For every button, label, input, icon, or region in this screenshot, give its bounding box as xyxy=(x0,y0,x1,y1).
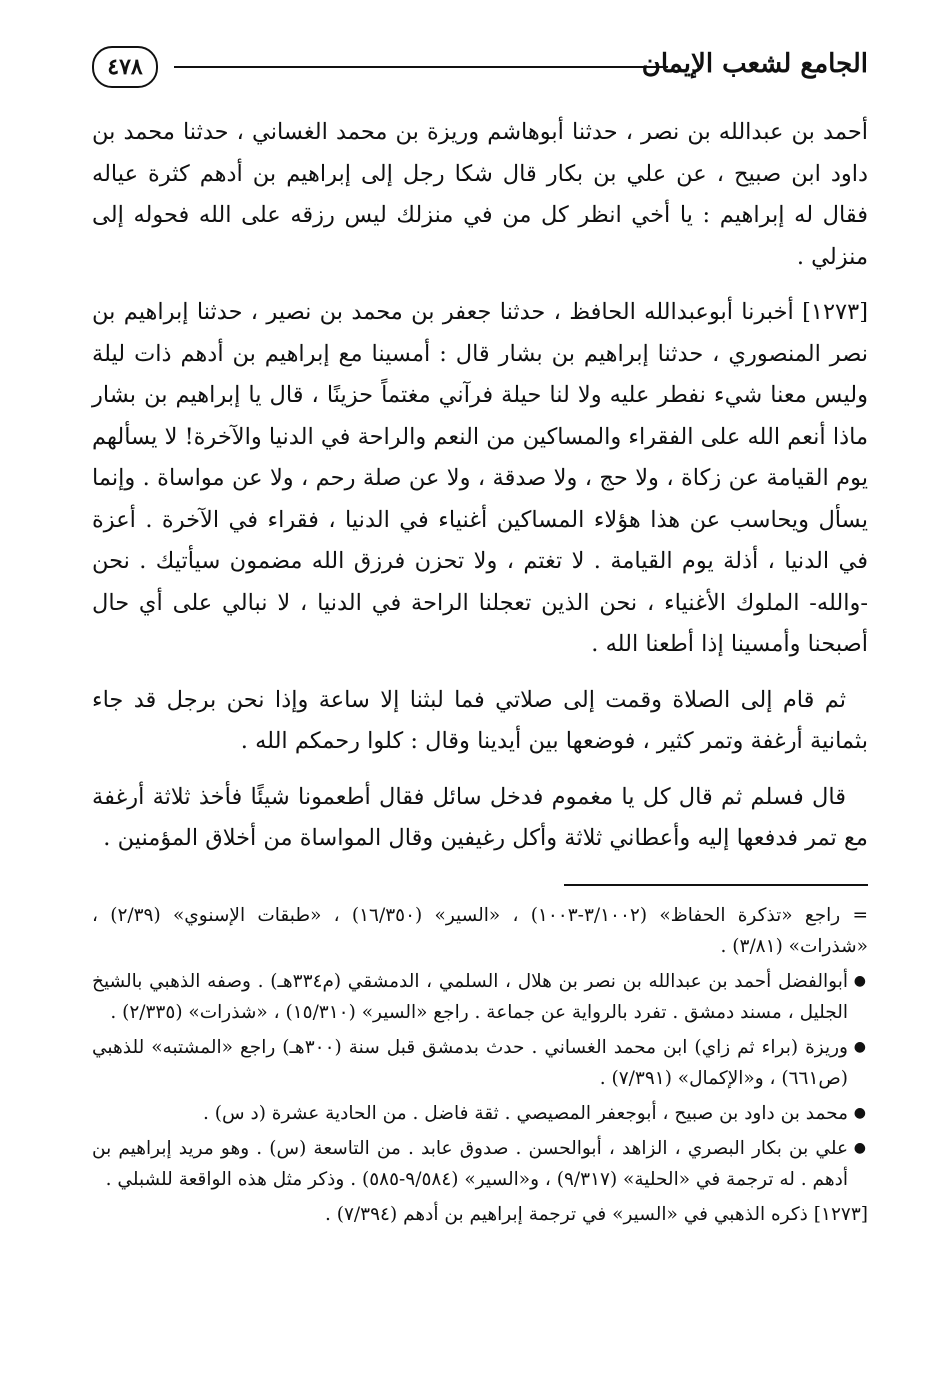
running-title: الجامع لشعب الإيمان xyxy=(641,49,868,79)
footnote xyxy=(92,1133,868,1195)
footnote xyxy=(92,966,868,1028)
paragraph: ثم قام إلى الصلاة وقمت إلى صلاتي فما لبثنا إلا ساعة وإذا نحن برجل قد جاء بثمانية أرغفة وتمر كثير ، فوضعها بين أيدينا وقال : كلوا رحمكم الله . xyxy=(92,686,868,754)
footnote-text: علي بن بكار البصري ، الزاهد ، أبوالحسن . صدوق عابد . من التاسعة (س) . وهو مريد إبراهيم بن أدهم . له ترجمة في «الحلية» (٩/٣١٧) ، و«السير» (٩/٥٨٤-٥٨٥) . وذكر مثل هذه الواقعة للشبلي . xyxy=(92,1138,848,1190)
footnote-text: أبوالفضل أحمد بن عبدالله بن نصر بن هلال ، السلمي ، الدمشقي (م٣٣٤هـ) . وصفه الذهبي بالشيخ الجليل ، مسند دمشق . تفرد بالرواية عن جماعة . راجع «السير» (١٥/٣١٠) ، «شذرات» (٢/٣٣٥) . xyxy=(92,971,848,1023)
paragraph: قال فسلم ثم قال كل يا مغموم فدخل سائل فقال أطعمونا شيئًا فأخذ ثلاثة أرغفة مع تمر فدفعها إليه وأعطاني ثلاثة وأكل رغيفين وقال المواساة من أخلاق المؤمنين . xyxy=(92,783,868,851)
header-rule xyxy=(174,66,668,68)
hadith-paragraph: [١٢٧٣] أخبرنا أبوعبدالله الحافظ ، حدثنا جعفر بن محمد بن نصير ، حدثنا إبراهيم بن نصر المنصوري ، حدثنا إبراهيم بن بشار قال : أمسينا مع إبراهيم بن أدهم ذات ليلة وليس معنا شيء نفطر عليه ولا لنا حيلة فرآني مغتماً حزينًا ، قال يا إبراهيم بن بشار ماذا أنعم الله على الفقراء والمساكين من النعم والراحة في الدنيا والآخرة! لا يسألهم يوم القيامة عن زكاة ، ولا حج ، ولا صدقة ، ولا عن صلة رحم ، ولا عن مواساة . وإنما يسأل ويحاسب عن هذا هؤلاء المساكين أغنياء في الدنيا ، فقراء في الآخرة . أعزة في الدنيا ، أذلة يوم القيامة . لا تغتم ، ولا تحزن فرزق الله مضمون سيأتيك . نحن -والله- الملوك الأغنياء ، نحن الذين تعجلنا الراحة في الدنيا ، لا نبالي على أي حال أصبحنا وأمسينا إذا أطعنا الله . xyxy=(92,299,868,657)
page-header xyxy=(92,42,868,98)
footnote xyxy=(92,1098,868,1129)
bullet-icon: ● xyxy=(853,1039,866,1055)
footnote xyxy=(92,900,868,962)
footnote xyxy=(92,1032,868,1094)
bullet-icon: ● xyxy=(853,1140,866,1156)
footnote-text: وريزة (براء ثم زاي) ابن محمد الغساني . حدث بدمشق قبل سنة (٣٠٠هـ) راجع «المشتبه» للذهبي (ص٦٦١) ، و«الإكمال» (٧/٣٩١) . xyxy=(92,1037,848,1089)
footnote-divider xyxy=(564,884,868,886)
footnote-text: [١٢٧٣] ذكره الذهبي في «السير» في ترجمة إبراهيم بن أدهم (٧/٣٩٤) . xyxy=(325,1204,868,1225)
bullet-icon: ● xyxy=(853,973,866,989)
footnote-text: = راجع «تذكرة الحفاظ» (٣/١٠٠٢-١٠٠٣) ، «السير» (١٦/٣٥٠) ، «طبقات الإسنوي» (٢/٣٩) ، «شذرات» (٣/٨١) . xyxy=(92,905,868,957)
paragraph: أحمد بن عبدالله بن نصر ، حدثنا أبوهاشم وريزة بن محمد الغساني ، حدثنا محمد بن داود ابن صبيح ، عن علي بن بكار قال شكا رجل إلى إبراهيم بن أدهم كثرة عياله فقال له إبراهيم : يا أخي انظر كل من في منزلك ليس رزقه على الله فحوله إلى منزلي . xyxy=(92,119,868,270)
footnote xyxy=(92,1199,868,1230)
page-number: ٤٧٨ xyxy=(92,46,158,88)
bullet-icon: ● xyxy=(853,1105,866,1121)
footnotes xyxy=(92,900,868,1234)
footnote-text: محمد بن داود بن صبيح ، أبوجعفر المصيصي . ثقة فاضل . من الحادية عشرة (د س) . xyxy=(203,1103,848,1124)
main-text xyxy=(92,112,868,874)
